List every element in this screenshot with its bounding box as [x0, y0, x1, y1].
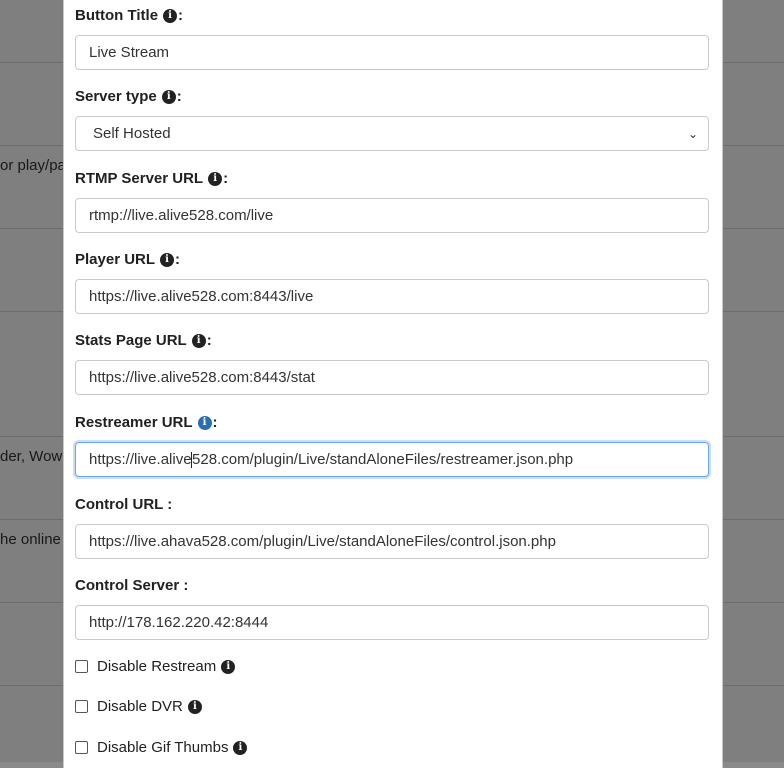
- info-circle-icon[interactable]: i: [162, 90, 176, 104]
- player-url-input[interactable]: [75, 279, 709, 314]
- button-title-label-text: Button Title: [75, 7, 159, 24]
- stats-page-url-input[interactable]: [75, 360, 709, 395]
- control-url-group: [75, 495, 711, 559]
- info-circle-icon[interactable]: i: [198, 416, 212, 430]
- control-server-label-text: Control Server :: [75, 577, 189, 594]
- player-url-value: https://live.alive528.com:8443/live: [89, 288, 314, 305]
- stats-page-url-label: [75, 331, 711, 351]
- rtmp-server-url-group: [75, 169, 711, 233]
- control-url-label-text: Control URL :: [75, 496, 173, 513]
- disable-restream-label[interactable]: Disable Restream: [97, 658, 217, 675]
- info-circle-icon[interactable]: i: [163, 9, 177, 23]
- label-colon: :: [176, 88, 182, 105]
- restreamer-url-value-start: https://live.alive: [89, 451, 192, 468]
- stats-page-url-value: https://live.alive528.com:8443/stat: [89, 369, 315, 386]
- live-settings-modal: [63, 0, 723, 768]
- server-type-label: [75, 87, 711, 107]
- button-title-label: [75, 6, 711, 26]
- disable-restream-checkbox[interactable]: [75, 660, 88, 673]
- info-circle-icon[interactable]: i: [188, 700, 202, 714]
- disable-gif-thumbs-label[interactable]: Disable Gif Thumbs: [97, 739, 229, 756]
- label-colon: :: [223, 170, 229, 187]
- server-type-select[interactable]: [75, 116, 709, 151]
- rtmp-server-url-label-text: RTMP Server URL: [75, 170, 204, 187]
- control-server-label: [75, 576, 711, 596]
- button-title-group: [75, 6, 711, 70]
- restreamer-url-input[interactable]: [75, 442, 709, 477]
- disable-dvr-label[interactable]: Disable DVR: [97, 698, 183, 715]
- label-colon: :: [178, 7, 184, 24]
- restreamer-url-label-text: Restreamer URL: [75, 414, 193, 431]
- server-type-selected-value: Self Hosted: [93, 125, 171, 142]
- control-server-group: [75, 576, 711, 640]
- disable-restream-row[interactable]: [75, 658, 236, 675]
- rtmp-server-url-label: [75, 169, 711, 189]
- rtmp-server-url-input[interactable]: [75, 198, 709, 233]
- label-colon: :: [212, 414, 218, 431]
- control-server-value: http://178.162.220.42:8444: [89, 614, 269, 631]
- player-url-label-text: Player URL: [75, 251, 156, 268]
- disable-dvr-row[interactable]: [75, 698, 203, 715]
- stats-page-url-group: [75, 331, 711, 395]
- control-server-input[interactable]: [75, 605, 709, 640]
- disable-dvr-checkbox[interactable]: [75, 700, 88, 713]
- control-url-value: https://live.ahava528.com/plugin/Live/standAloneFiles/control.json.php: [89, 533, 556, 550]
- stats-page-url-label-text: Stats Page URL: [75, 332, 187, 349]
- disable-gif-thumbs-checkbox[interactable]: [75, 741, 88, 754]
- button-title-value: Live Stream: [89, 44, 170, 61]
- disable-gif-thumbs-row[interactable]: [75, 739, 248, 756]
- button-title-input[interactable]: [75, 35, 709, 70]
- label-colon: :: [206, 332, 212, 349]
- server-type-group: [75, 87, 711, 151]
- chevron-down-icon: ⌄: [687, 126, 698, 141]
- control-url-input[interactable]: [75, 524, 709, 559]
- player-url-group: [75, 250, 711, 314]
- info-circle-icon[interactable]: i: [160, 253, 174, 267]
- info-circle-icon[interactable]: i: [233, 741, 247, 755]
- info-circle-icon[interactable]: i: [208, 172, 222, 186]
- restreamer-url-group: [75, 413, 711, 477]
- server-type-label-text: Server type: [75, 88, 157, 105]
- label-colon: :: [175, 251, 181, 268]
- control-url-label: [75, 495, 711, 515]
- info-circle-icon[interactable]: i: [221, 660, 235, 674]
- info-circle-icon[interactable]: i: [192, 334, 206, 348]
- restreamer-url-label: [75, 413, 711, 433]
- rtmp-server-url-value: rtmp://live.alive528.com/live: [89, 207, 274, 224]
- player-url-label: [75, 250, 711, 270]
- restreamer-url-value-end: 528.com/plugin/Live/standAloneFiles/restreamer.json.php: [192, 451, 574, 468]
